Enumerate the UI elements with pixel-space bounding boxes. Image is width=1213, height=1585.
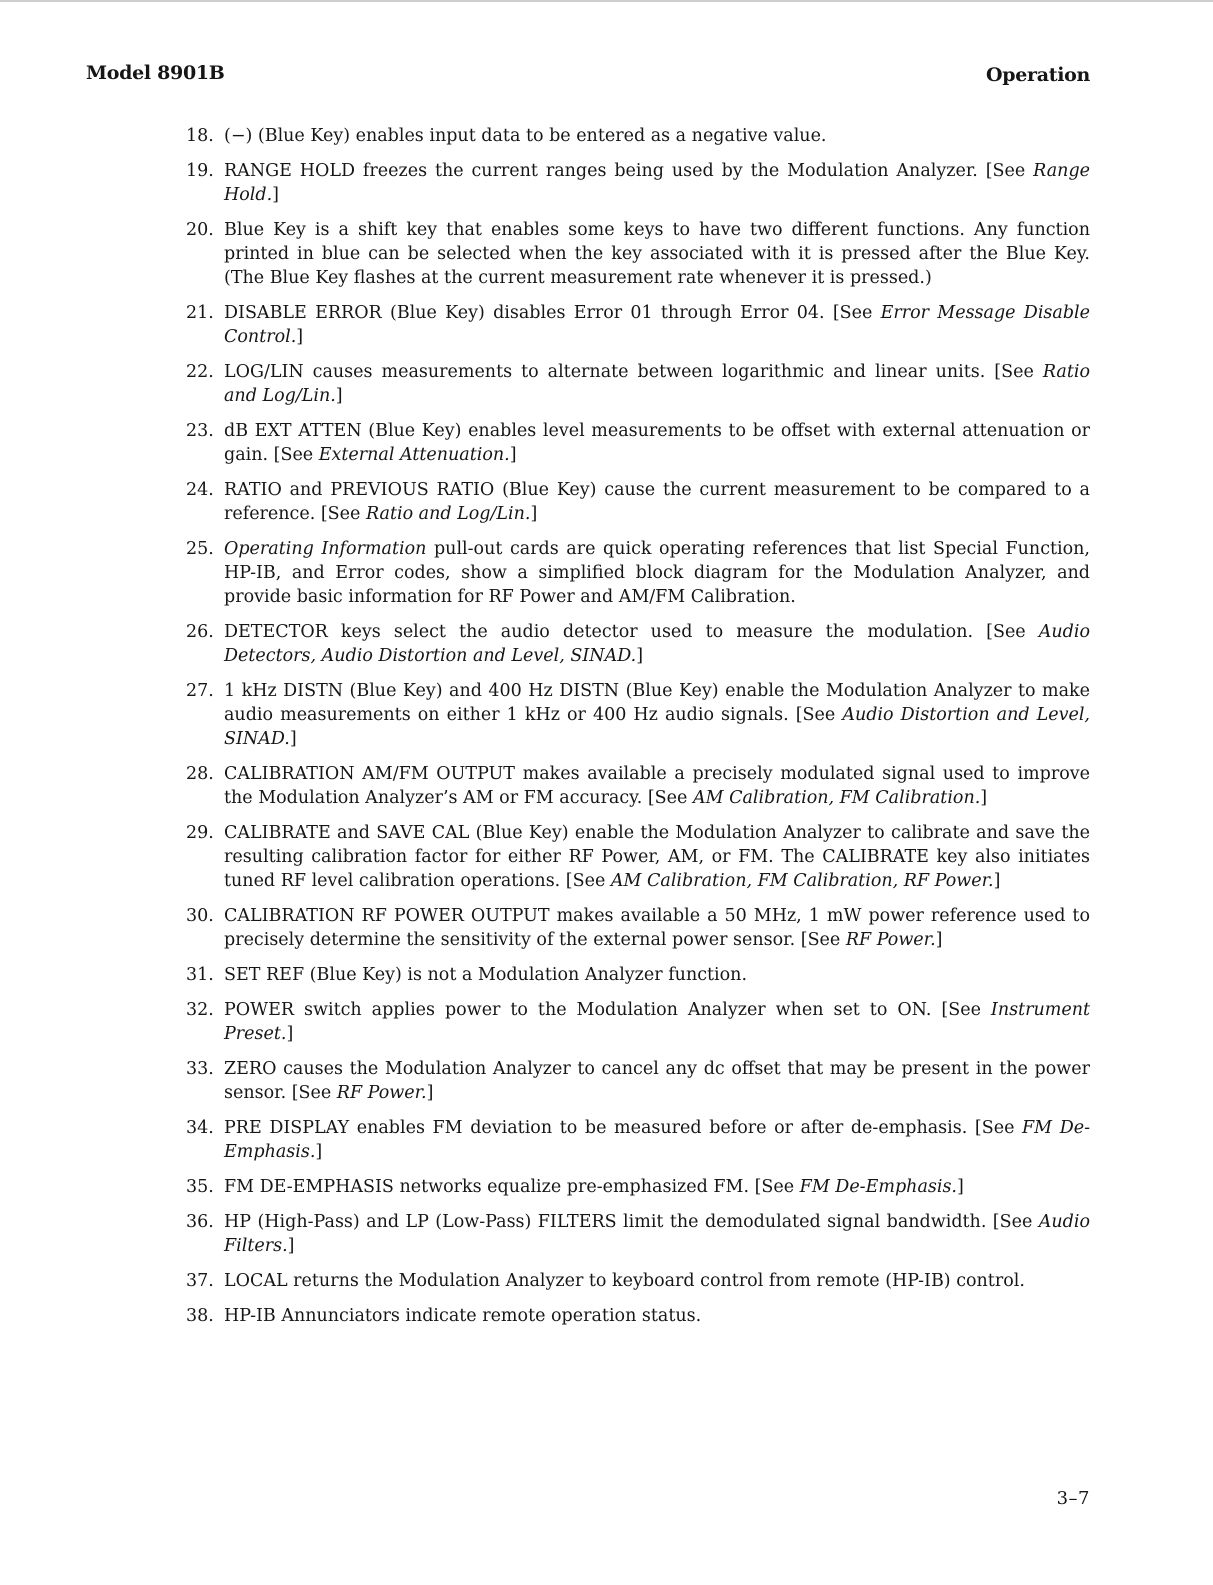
body-text: ] (315, 1142, 323, 1162)
reference-text: RF Power. (336, 1083, 427, 1103)
item-number: 29. (186, 823, 214, 843)
item-number: 26. (186, 622, 214, 642)
body-text: (−) (Blue Key) enables input data to be entered as a negative value. (224, 126, 827, 146)
body-text: CALIBRATION AM/FM OUTPUT makes available a precisely modulated signal used to improve the Modulation Analyzer’s AM or FM accuracy. [See (224, 764, 1090, 808)
numbered-list (186, 124, 1090, 1339)
body-text: dB EXT ATTEN (Blue Key) enables level measurements to be offset with external attenuation or gain. [See (224, 421, 1090, 465)
body-text: HP (High-Pass) and LP (Low-Pass) FILTERS limit the demodulated signal bandwidth. [See (224, 1212, 1039, 1232)
body-text: pull-out cards are quick operating references that list Special Function, HP-IB, and Error codes, show a simplified block diagram for the Modulation Analyzer, and provide basic information for RF Power and AM/FM Calibration. (224, 539, 1090, 607)
body-text: ] (980, 788, 988, 808)
list-item (186, 159, 1090, 207)
list-item (186, 1057, 1090, 1105)
reference-text: Ratio and Log/Lin. (224, 362, 1090, 406)
item-text (224, 218, 1090, 290)
body-text: ] (935, 930, 943, 950)
body-text: ] (426, 1083, 434, 1103)
body-text: 1 kHz DISTN (Blue Key) and 400 Hz DISTN (Blue Key) enable the Modulation Analyzer to make audio measurements on either 1 kHz or 400 Hz audio signals. [See (224, 681, 1090, 725)
reference-text: External Attenuation. (318, 445, 510, 465)
list-item (186, 301, 1090, 349)
list-item (186, 419, 1090, 467)
item-text (224, 1116, 1090, 1164)
list-item (186, 1116, 1090, 1164)
body-text: CALIBRATE and SAVE CAL (Blue Key) enable the Modulation Analyzer to calibrate and save the resulting calibration factor for either RF Power, AM, or FM. The CALIBRATE key also initiates tuned RF level calibration operations. [See (224, 823, 1090, 891)
list-item (186, 1175, 1090, 1199)
item-number: 30. (186, 906, 214, 926)
body-text: CALIBRATION RF POWER OUTPUT makes available a 50 MHz, 1 mW power reference used to precisely determine the sensitivity of the external power sensor. [See (224, 906, 1090, 950)
list-item (186, 762, 1090, 810)
body-text: ] (289, 729, 297, 749)
item-text (224, 821, 1090, 893)
item-text (224, 1057, 1090, 1105)
body-text: ] (636, 646, 644, 666)
reference-text: Error Message Disable Control. (224, 303, 1090, 347)
body-text: ZERO causes the Modulation Analyzer to cancel any dc offset that may be present in the power sensor. [See (224, 1059, 1090, 1103)
item-text (224, 1210, 1090, 1258)
item-number: 23. (186, 421, 214, 441)
item-number: 37. (186, 1271, 214, 1291)
item-text (224, 124, 1090, 148)
body-text: ] (272, 185, 279, 205)
item-text (224, 360, 1090, 408)
item-text (224, 159, 1090, 207)
page-number: 3–7 (1056, 1488, 1090, 1509)
body-text: ] (287, 1236, 295, 1256)
body-text: DETECTOR keys select the audio detector used to measure the modulation. [See (224, 622, 1039, 642)
reference-text: FM De-Emphasis. (224, 1118, 1090, 1162)
reference-text: Audio Filters. (224, 1212, 1090, 1256)
body-text: ] (296, 327, 304, 347)
body-text: POWER switch applies power to the Modulation Analyzer when set to ON. [See (224, 1000, 991, 1020)
item-text (224, 1175, 1090, 1199)
body-text: LOCAL returns the Modulation Analyzer to keyboard control from remote (HP-IB) control. (224, 1271, 1025, 1291)
item-number: 19. (186, 161, 214, 181)
item-number: 35. (186, 1177, 214, 1197)
item-text (224, 1304, 1090, 1328)
body-text: ] (957, 1177, 964, 1197)
body-text: HP-IB Annunciators indicate remote operation status. (224, 1306, 702, 1326)
item-text (224, 419, 1090, 467)
item-text (224, 301, 1090, 349)
reference-text: FM De-Emphasis. (799, 1177, 957, 1197)
body-text: FM DE-EMPHASIS networks equalize pre-emphasized FM. [See (224, 1177, 800, 1197)
item-number: 24. (186, 480, 214, 500)
item-number: 20. (186, 220, 214, 240)
list-item (186, 963, 1090, 987)
item-number: 21. (186, 303, 214, 323)
reference-text: Audio Detectors, Audio Distortion and Level, SINAD. (224, 622, 1090, 666)
list-item (186, 904, 1090, 952)
reference-text: RF Power. (845, 930, 936, 950)
item-number: 25. (186, 539, 214, 559)
list-item (186, 1269, 1090, 1293)
item-number: 38. (186, 1306, 214, 1326)
item-text (224, 537, 1090, 609)
list-item (186, 360, 1090, 408)
item-number: 22. (186, 362, 214, 382)
reference-text: Ratio and Log/Lin. (365, 504, 531, 524)
item-number: 18. (186, 126, 214, 146)
body-text: ] (335, 386, 343, 406)
model-header: Model 8901B (86, 62, 225, 84)
item-text (224, 904, 1090, 952)
item-number: 28. (186, 764, 214, 784)
body-text: Blue Key is a shift key that enables some keys to have two different functions. Any function printed in blue can be selected when the key associated with it is pressed after the Blue Key. (The Blue Key flashes at the current measurement rate whenever it is pressed.) (224, 220, 1090, 288)
list-item (186, 821, 1090, 893)
item-number: 33. (186, 1059, 214, 1079)
item-text (224, 478, 1090, 526)
item-number: 31. (186, 965, 214, 985)
reference-text: Range Hold. (224, 161, 1090, 205)
list-item (186, 1210, 1090, 1258)
list-item (186, 620, 1090, 668)
reference-text: Operating Information (224, 539, 427, 559)
list-item (186, 124, 1090, 148)
top-border (0, 0, 1213, 2)
list-item (186, 478, 1090, 526)
body-text: RANGE HOLD freezes the current ranges being used by the Modulation Analyzer. [See (224, 161, 1034, 181)
body-text: ] (530, 504, 538, 524)
item-number: 36. (186, 1212, 214, 1232)
body-text: ] (993, 871, 1001, 891)
body-text: DISABLE ERROR (Blue Key) disables Error 01 through Error 04. [See (224, 303, 881, 323)
item-text (224, 620, 1090, 668)
reference-text: AM Calibration, FM Calibration. (692, 788, 981, 808)
item-text (224, 762, 1090, 810)
item-number: 32. (186, 1000, 214, 1020)
list-item (186, 218, 1090, 290)
list-item (186, 537, 1090, 609)
list-item (186, 679, 1090, 751)
item-number: 27. (186, 681, 214, 701)
item-number: 34. (186, 1118, 214, 1138)
body-text: LOG/LIN causes measurements to alternate between logarithmic and linear units. [See (224, 362, 1043, 382)
list-item (186, 998, 1090, 1046)
item-text (224, 1269, 1090, 1293)
reference-text: Instrument Preset. (224, 1000, 1090, 1044)
item-text (224, 679, 1090, 751)
body-text: RATIO and PREVIOUS RATIO (Blue Key) cause the current measurement to be compared to a reference. [See (224, 480, 1090, 524)
body-text: ] (286, 1024, 294, 1044)
section-header: Operation (985, 64, 1090, 86)
list-item (186, 1304, 1090, 1328)
body-text: ] (509, 445, 517, 465)
body-text: SET REF (Blue Key) is not a Modulation Analyzer function. (224, 965, 748, 985)
item-text (224, 963, 1090, 987)
reference-text: Audio Distortion and Level, SINAD. (224, 705, 1090, 749)
body-text: PRE DISPLAY enables FM deviation to be measured before or after de-emphasis. [See (224, 1118, 1023, 1138)
item-text (224, 998, 1090, 1046)
reference-text: AM Calibration, FM Calibration, RF Power. (610, 871, 994, 891)
